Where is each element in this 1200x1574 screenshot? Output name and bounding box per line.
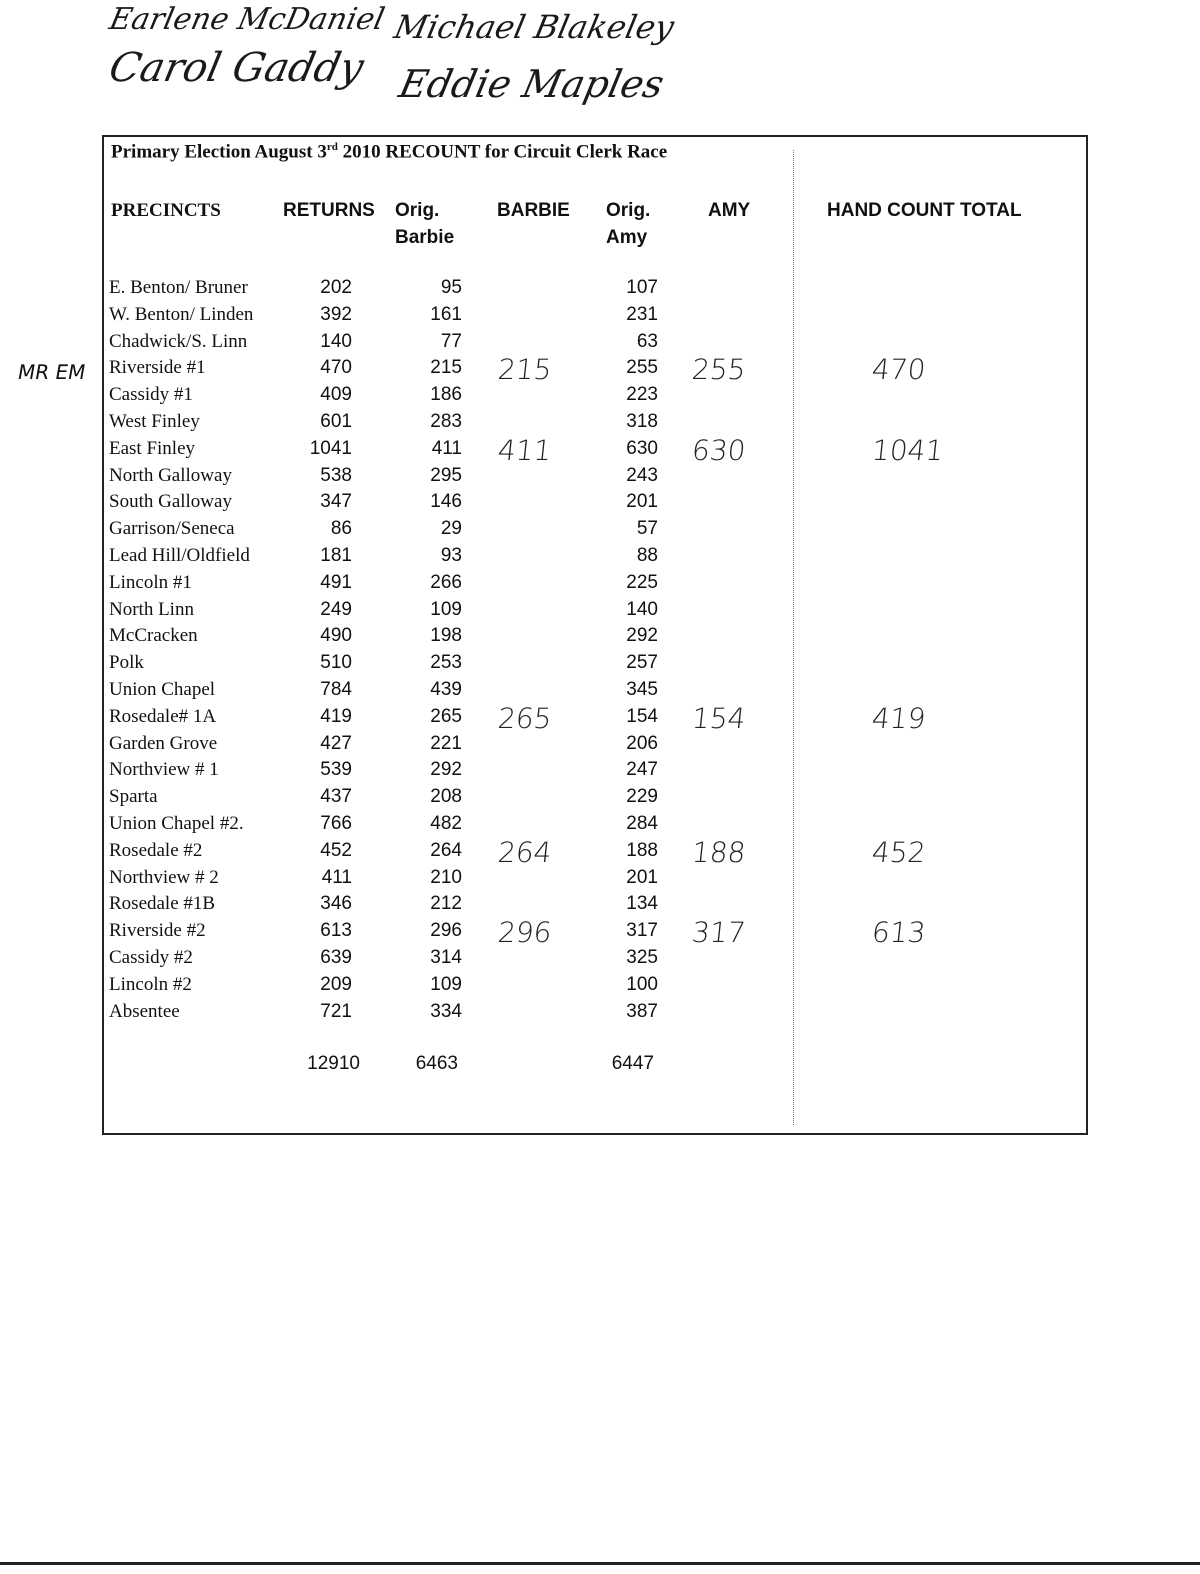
- orig-amy-value: 201: [626, 491, 658, 513]
- total-orig-amy: 6447: [611, 1053, 654, 1074]
- precinct-name: Cassidy #2: [109, 947, 193, 968]
- table-row: [0, 810, 1200, 837]
- orig-amy-value: 154: [626, 705, 658, 727]
- total-returns: 12910: [307, 1053, 360, 1074]
- precinct-name: West Finley: [109, 411, 200, 432]
- orig-barbie-value: 264: [430, 839, 462, 861]
- table-row: [0, 730, 1200, 757]
- orig-barbie-value: 215: [430, 357, 462, 379]
- precinct-name: Riverside #2: [109, 920, 206, 942]
- precinct-name: South Galloway: [109, 491, 232, 513]
- header-barbie: BARBIE: [497, 200, 570, 221]
- barbie-hand-count: 411: [496, 433, 554, 467]
- orig-barbie-value: 95: [440, 277, 462, 298]
- signature-2: Michael Blakeley: [390, 8, 678, 46]
- header-orig-amy: Orig. Amy: [606, 200, 651, 248]
- precinct-name: Chadwick/S. Linn: [109, 330, 248, 352]
- table-row: [0, 998, 1200, 1025]
- table-row: [0, 783, 1200, 810]
- amy-hand-count: 154: [690, 701, 748, 735]
- table-row: [0, 835, 1200, 869]
- returns-value: 538: [320, 464, 352, 486]
- orig-barbie-value: 109: [430, 973, 462, 995]
- orig-amy-value: 255: [626, 357, 658, 379]
- returns-value: 409: [320, 384, 352, 406]
- precinct-name: Rosedale# 1A: [109, 705, 217, 727]
- precinct-name: Polk: [109, 652, 144, 674]
- table-row: [0, 701, 1200, 735]
- precinct-name: Union Chapel: [109, 679, 216, 700]
- table-row: [0, 462, 1200, 489]
- returns-value: 613: [320, 920, 352, 942]
- hand-count-total: 419: [870, 701, 928, 735]
- returns-value: 510: [320, 652, 352, 674]
- orig-barbie-value: 482: [430, 813, 462, 834]
- precinct-name: E. Benton/ Bruner: [109, 277, 248, 298]
- returns-value: 392: [320, 303, 352, 325]
- orig-amy-value: 284: [626, 813, 658, 834]
- table-row: [0, 515, 1200, 542]
- orig-amy-value: 223: [626, 384, 658, 406]
- returns-value: 202: [320, 277, 352, 298]
- orig-barbie-value: 208: [430, 786, 462, 808]
- orig-barbie-value: 253: [430, 652, 462, 674]
- orig-barbie-value: 334: [430, 1000, 462, 1022]
- table-row: [0, 890, 1200, 917]
- precinct-name: Lincoln #2: [109, 973, 192, 995]
- orig-amy-value: 63: [636, 330, 658, 352]
- precinct-name: Sparta: [109, 786, 158, 808]
- precinct-name: Lead Hill/Oldfield: [109, 545, 250, 566]
- orig-barbie-value: 198: [430, 625, 462, 647]
- table-row: [0, 381, 1200, 408]
- orig-amy-value: 100: [626, 973, 658, 995]
- precinct-name: Lincoln #1: [109, 571, 192, 593]
- returns-value: 601: [320, 411, 352, 432]
- orig-amy-value: 345: [626, 679, 658, 700]
- precinct-name: East Finley: [109, 437, 196, 459]
- orig-barbie-value: 186: [430, 384, 462, 406]
- orig-amy-value: 107: [626, 277, 658, 298]
- orig-barbie-value: 93: [440, 545, 462, 566]
- barbie-hand-count: 296: [496, 916, 554, 950]
- table-row: [0, 274, 1200, 301]
- total-orig-barbie: 6463: [415, 1053, 458, 1074]
- returns-value: 470: [320, 357, 352, 379]
- orig-amy-value: 140: [626, 598, 658, 620]
- orig-barbie-value: 29: [440, 518, 462, 540]
- orig-amy-value: 243: [626, 464, 658, 486]
- orig-barbie-value: 109: [430, 598, 462, 620]
- orig-barbie-value: 411: [431, 437, 462, 459]
- orig-amy-value: 630: [626, 437, 658, 459]
- orig-amy-value: 325: [626, 947, 658, 968]
- precinct-name: Rosedale #2: [109, 839, 203, 861]
- precinct-name: Rosedale #1B: [109, 893, 216, 915]
- orig-barbie-value: 295: [430, 464, 462, 486]
- returns-value: 539: [320, 759, 352, 781]
- precinct-name: W. Benton/ Linden: [109, 303, 254, 325]
- table-row: [0, 676, 1200, 703]
- amy-hand-count: 317: [690, 916, 748, 950]
- table-row: [0, 433, 1200, 467]
- table-row: [0, 596, 1200, 623]
- header-returns: RETURNS: [283, 200, 375, 221]
- orig-amy-value: 318: [626, 411, 658, 432]
- returns-value: 1041: [309, 437, 352, 459]
- precinct-name: Garrison/Seneca: [109, 518, 235, 540]
- returns-value: 209: [320, 973, 352, 995]
- amy-hand-count: 255: [690, 353, 748, 387]
- bottom-rule: [0, 1562, 1200, 1565]
- orig-barbie-value: 314: [430, 947, 462, 968]
- table-row: [0, 328, 1200, 355]
- returns-value: 639: [320, 947, 352, 968]
- header-orig-barbie: Orig. Barbie: [395, 200, 455, 248]
- orig-amy-value: 247: [626, 759, 658, 781]
- margin-note: MR EM: [15, 360, 88, 384]
- amy-hand-count: 188: [690, 835, 748, 869]
- orig-barbie-value: 221: [430, 732, 462, 754]
- returns-value: 427: [320, 732, 352, 754]
- orig-barbie-value: 77: [440, 330, 462, 352]
- hand-count-total: 470: [870, 353, 928, 387]
- orig-amy-value: 188: [626, 839, 658, 861]
- header-hand-count-total: HAND COUNT TOTAL: [827, 200, 1022, 221]
- precinct-name: McCracken: [109, 625, 198, 647]
- orig-amy-value: 206: [626, 732, 658, 754]
- orig-barbie-value: 212: [430, 893, 462, 915]
- returns-value: 721: [320, 1000, 352, 1022]
- orig-barbie-value: 283: [430, 411, 462, 432]
- barbie-hand-count: 215: [496, 353, 554, 387]
- precinct-name: Union Chapel #2.: [109, 813, 244, 834]
- returns-value: 766: [320, 813, 352, 834]
- signature-3: Carol Gaddy: [105, 45, 368, 91]
- orig-amy-value: 134: [626, 893, 658, 915]
- hand-count-total: 1041: [870, 433, 945, 467]
- barbie-hand-count: 264: [496, 835, 554, 869]
- orig-barbie-value: 292: [430, 759, 462, 781]
- precinct-name: Cassidy #1: [109, 384, 193, 406]
- orig-barbie-value: 161: [430, 303, 462, 325]
- orig-barbie-value: 265: [430, 705, 462, 727]
- table-row: [0, 408, 1200, 435]
- table-row: [0, 971, 1200, 998]
- precinct-name: Absentee: [109, 1000, 180, 1022]
- orig-amy-value: 231: [626, 303, 658, 325]
- orig-amy-value: 88: [636, 545, 658, 566]
- orig-barbie-value: 439: [430, 679, 462, 700]
- returns-value: 347: [320, 491, 352, 513]
- orig-amy-value: 57: [636, 518, 658, 540]
- header-precincts: PRECINCTS: [111, 200, 221, 221]
- table-row: [0, 944, 1200, 971]
- orig-amy-value: 317: [626, 920, 658, 942]
- returns-value: 249: [320, 598, 352, 620]
- returns-value: 419: [320, 705, 352, 727]
- returns-value: 346: [320, 893, 352, 915]
- precinct-name: Northview # 1: [109, 759, 219, 781]
- orig-amy-value: 257: [626, 652, 658, 674]
- totals-row: [0, 1050, 1200, 1077]
- precinct-name: North Galloway: [109, 464, 232, 486]
- returns-value: 490: [320, 625, 352, 647]
- signature-4: Eddie Maples: [395, 62, 668, 106]
- barbie-hand-count: 265: [496, 701, 554, 735]
- table-row: [0, 916, 1200, 950]
- precinct-name: North Linn: [109, 598, 194, 620]
- table-row: [0, 756, 1200, 783]
- table-row: [0, 864, 1200, 891]
- orig-barbie-value: 266: [430, 571, 462, 593]
- header-amy: AMY: [708, 200, 751, 221]
- precinct-name: Garden Grove: [109, 732, 218, 754]
- precinct-name: Northview # 2: [109, 866, 219, 888]
- precinct-name: Riverside #1: [109, 357, 206, 379]
- orig-amy-value: 229: [626, 786, 658, 808]
- returns-value: 784: [320, 679, 352, 700]
- table-row: [0, 542, 1200, 569]
- orig-barbie-value: 210: [430, 866, 462, 888]
- table-row: [0, 353, 1200, 387]
- table-row: [0, 488, 1200, 515]
- signature-1: Earlene McDaniel: [106, 2, 388, 37]
- table-row: [0, 622, 1200, 649]
- returns-value: 140: [320, 330, 352, 352]
- orig-amy-value: 292: [626, 625, 658, 647]
- orig-amy-value: 201: [626, 866, 658, 888]
- orig-barbie-value: 296: [430, 920, 462, 942]
- returns-value: 86: [330, 518, 352, 540]
- orig-amy-value: 225: [626, 571, 658, 593]
- returns-value: 437: [320, 786, 352, 808]
- orig-barbie-value: 146: [430, 491, 462, 513]
- hand-count-total: 613: [870, 916, 928, 950]
- table-row: [0, 649, 1200, 676]
- returns-value: 491: [320, 571, 352, 593]
- returns-value: 452: [320, 839, 352, 861]
- page-title: Primary Election August 3rd 2010 RECOUNT for Circuit Clerk Race: [111, 141, 668, 163]
- orig-amy-value: 387: [626, 1000, 658, 1022]
- returns-value: 181: [320, 545, 352, 566]
- table-row: [0, 569, 1200, 596]
- amy-hand-count: 630: [690, 433, 748, 467]
- hand-count-total: 452: [870, 835, 928, 869]
- returns-value: 411: [321, 866, 352, 888]
- table-row: [0, 301, 1200, 328]
